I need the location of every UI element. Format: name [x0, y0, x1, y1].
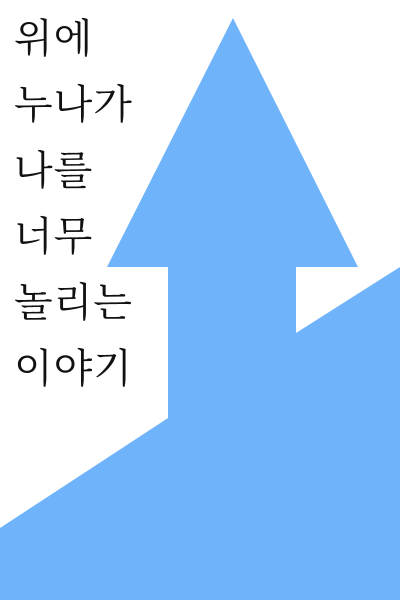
title-text — [14, 10, 133, 406]
title-line-5: 놀리는 — [14, 280, 133, 326]
title-line-2: 누나가 — [14, 82, 133, 128]
title-line-6: 이야기 — [14, 346, 133, 392]
title-line-3: 나를 — [14, 148, 94, 194]
title-line-1: 위에 — [14, 16, 94, 62]
title-line-4: 너무 — [14, 214, 94, 260]
